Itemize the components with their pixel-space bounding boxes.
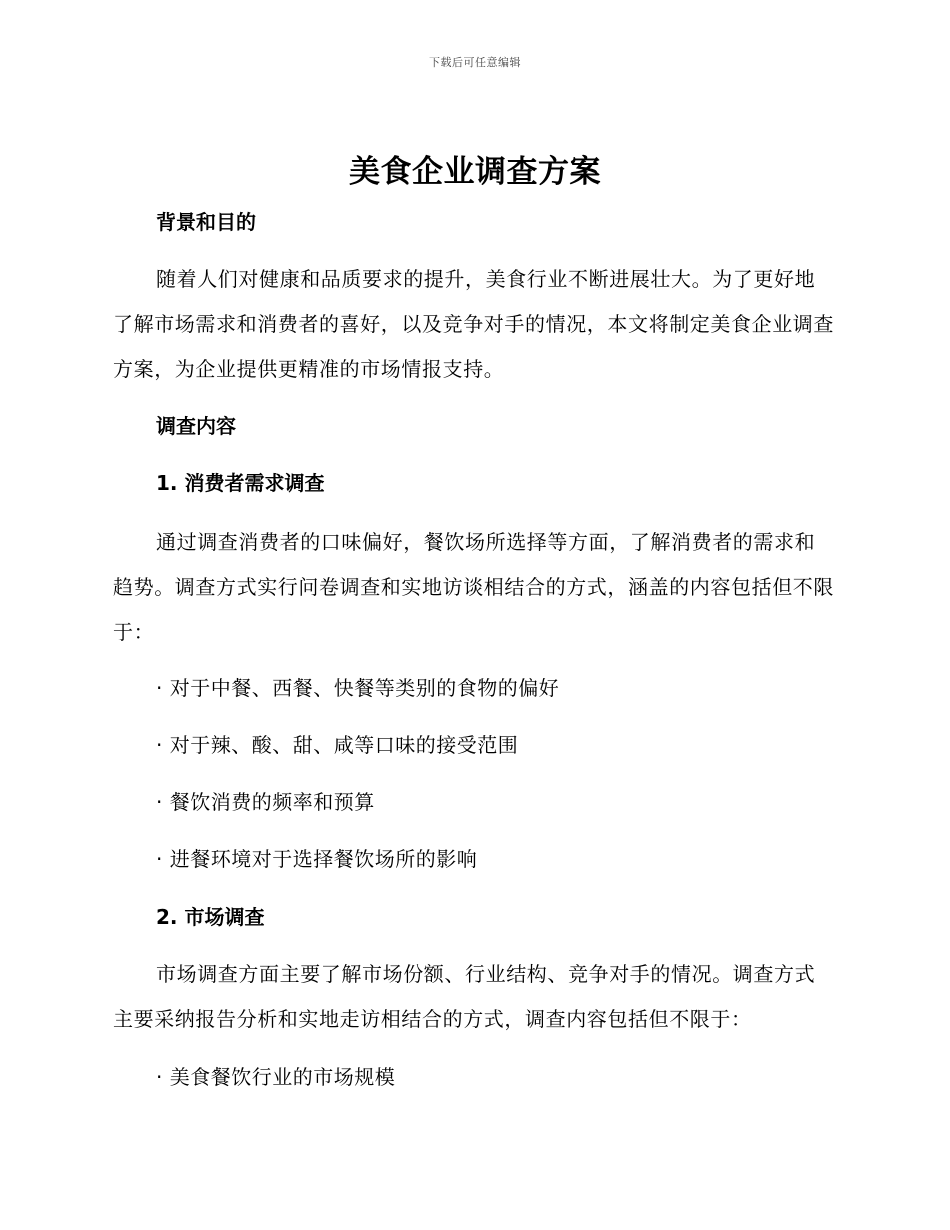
list-item: · 进餐环境对于选择餐饮场所的影响 xyxy=(156,847,478,871)
list-item: · 餐饮消费的频率和预算 xyxy=(156,790,375,814)
background-paragraph: 随着人们对健康和品质要求的提升，美食行业不断进展壮大。为了更好地了解市场需求和消费者的喜好，以及竞争对手的情况，本文将制定美食企业调查方案，为企业提供更精准的市场情报支持。 xyxy=(113,267,834,381)
document-title: 美食企业调查方案 xyxy=(349,154,601,190)
section2-heading: 2. 市场调查 xyxy=(156,905,265,929)
header-watermark: 下载后可任意编辑 xyxy=(429,56,521,69)
list-item: · 对于辣、酸、甜、咸等口味的接受范围 xyxy=(156,733,519,757)
section1-heading: 1. 消费者需求调查 xyxy=(156,471,325,495)
background-heading: 背景和目的 xyxy=(156,210,256,234)
section1-paragraph: 通过调查消费者的口味偏好，餐饮场所选择等方面，了解消费者的需求和趋势。调查方式实行问卷调查和实地访谈相结合的方式，涵盖的内容包括但不限于： xyxy=(113,530,834,644)
content-heading: 调查内容 xyxy=(156,414,236,438)
section2-paragraph: 市场调查方面主要了解市场份额、行业结构、竞争对手的情况。调查方式主要采纳报告分析和实地走访相结合的方式，调查内容包括但不限于： xyxy=(113,962,816,1031)
list-item: · 对于中餐、西餐、快餐等类别的食物的偏好 xyxy=(156,676,560,700)
list-item: · 美食餐饮行业的市场规模 xyxy=(156,1065,396,1089)
